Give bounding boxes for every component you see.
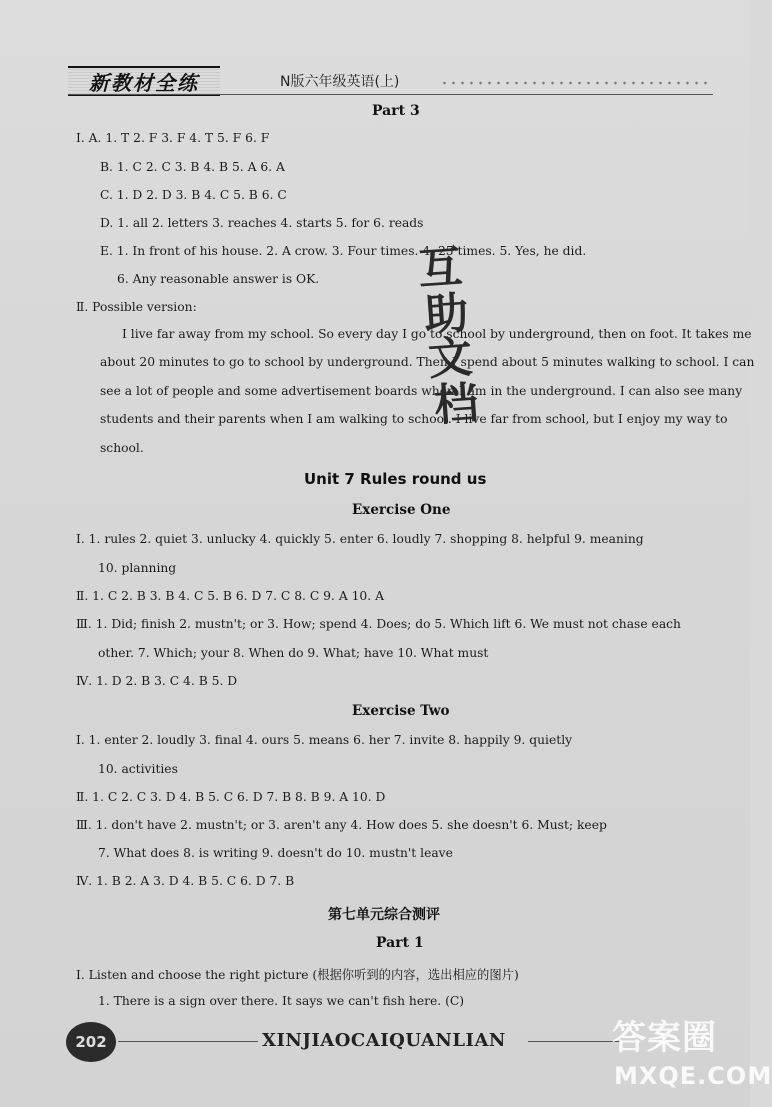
answer-line: Ⅰ. 1. rules 2. quiet 3. unlucky 4. quickly 5. enter 6. loudly 7. shopping 8. helpful 9. meaning	[76, 532, 644, 546]
answer-line: Ⅱ. 1. C 2. B 3. B 4. C 5. B 6. D 7. C 8. C 9. A 10. A	[76, 589, 384, 603]
essay-line: about 20 minutes to go to school by underground. Then I spend about 5 minutes walking to school. I can	[100, 355, 755, 369]
page-header	[68, 66, 718, 96]
answer-line: 1. There is a sign over there. It says we can't fish here. (C)	[98, 994, 465, 1008]
answer-line: Ⅲ. 1. Did; finish 2. mustn't; or 3. How; spend 4. Does; do 5. Which lift 6. We must not chase each	[76, 617, 681, 631]
watermark-en: MXQE.COM	[614, 1062, 772, 1090]
watermark-cn: 答案圈	[612, 1018, 717, 1058]
watermark-logo	[612, 1010, 772, 1100]
answer-line: C. 1. D 2. D 3. B 4. C 5. B 6. C	[100, 188, 287, 202]
unit-heading: Unit 7 Rules round us	[304, 470, 487, 488]
answer-line: E. 1. In front of his house. 2. A crow. 3. Four times. 4. 25 times. 5. Yes, he did.	[100, 244, 587, 258]
part-heading: Part 3	[372, 103, 420, 119]
answer-line: Ⅱ. Possible version:	[76, 300, 197, 314]
part-heading: Part 1	[376, 935, 424, 951]
essay-line: see a lot of people and some advertisement boards when I am in the underground. I can also see many	[100, 384, 743, 398]
answer-line: Ⅰ. Listen and choose the right picture (根据你听到的内容，选出相应的图片)	[76, 968, 519, 982]
footer-rule-left	[118, 1041, 258, 1042]
answer-line: 10. planning	[98, 561, 177, 575]
exercise-heading: Exercise One	[352, 502, 451, 518]
answer-line: Ⅰ. A. 1. T 2. F 3. F 4. T 5. F 6. F	[76, 131, 270, 145]
answer-line: Ⅱ. 1. C 2. C 3. D 4. B 5. C 6. D 7. B 8. B 9. A 10. D	[76, 790, 386, 804]
answer-line: Ⅳ. 1. B 2. A 3. D 4. B 5. C 6. D 7. B	[76, 874, 295, 888]
essay-line: students and their parents when I am walking to school. I live far from school, but I enjoy my way to	[100, 412, 728, 426]
answer-line: 7. What does 8. is writing 9. doesn't do 10. mustn't leave	[98, 846, 453, 860]
essay-line: I live far away from my school. So every day I go to school by underground, then on foot. It takes me	[122, 327, 752, 341]
answer-line: 6. Any reasonable answer is OK.	[117, 272, 320, 286]
answer-line: 10. activities	[98, 762, 178, 776]
footer-rule-right	[528, 1041, 620, 1042]
answer-line: D. 1. all 2. letters 3. reaches 4. starts 5. for 6. reads	[100, 216, 424, 230]
header-rule	[68, 94, 713, 95]
handwritten-character: 助	[422, 287, 471, 342]
exercise-heading: Exercise Two	[352, 703, 450, 719]
answer-line: Ⅰ. 1. enter 2. loudly 3. final 4. ours 5. means 6. her 7. invite 8. happily 9. quietly	[76, 733, 573, 747]
dotted-decoration	[440, 78, 708, 88]
answer-line: B. 1. C 2. C 3. B 4. B 5. A 6. A	[100, 160, 285, 174]
chinese-section-heading: 第七单元综合测评	[328, 907, 440, 923]
book-title: N版六年级英语(上)	[280, 74, 400, 90]
handwritten-character: 文	[426, 331, 475, 386]
brand-logo: 新教材全练	[68, 66, 220, 96]
handwritten-character: 档	[432, 377, 481, 432]
footer-series-name: XINJIAOCAIQUANLIAN	[262, 1030, 506, 1051]
answer-line: Ⅳ. 1. D 2. B 3. C 4. B 5. D	[76, 674, 238, 688]
essay-line: school.	[100, 441, 144, 455]
page-number-badge: 202	[66, 1022, 116, 1062]
handwritten-character: 互	[416, 241, 465, 296]
answer-line: other. 7. Which; your 8. When do 9. What; have 10. What must	[98, 646, 489, 660]
answer-line: Ⅲ. 1. don't have 2. mustn't; or 3. aren't any 4. How does 5. she doesn't 6. Must; keep	[76, 818, 607, 832]
